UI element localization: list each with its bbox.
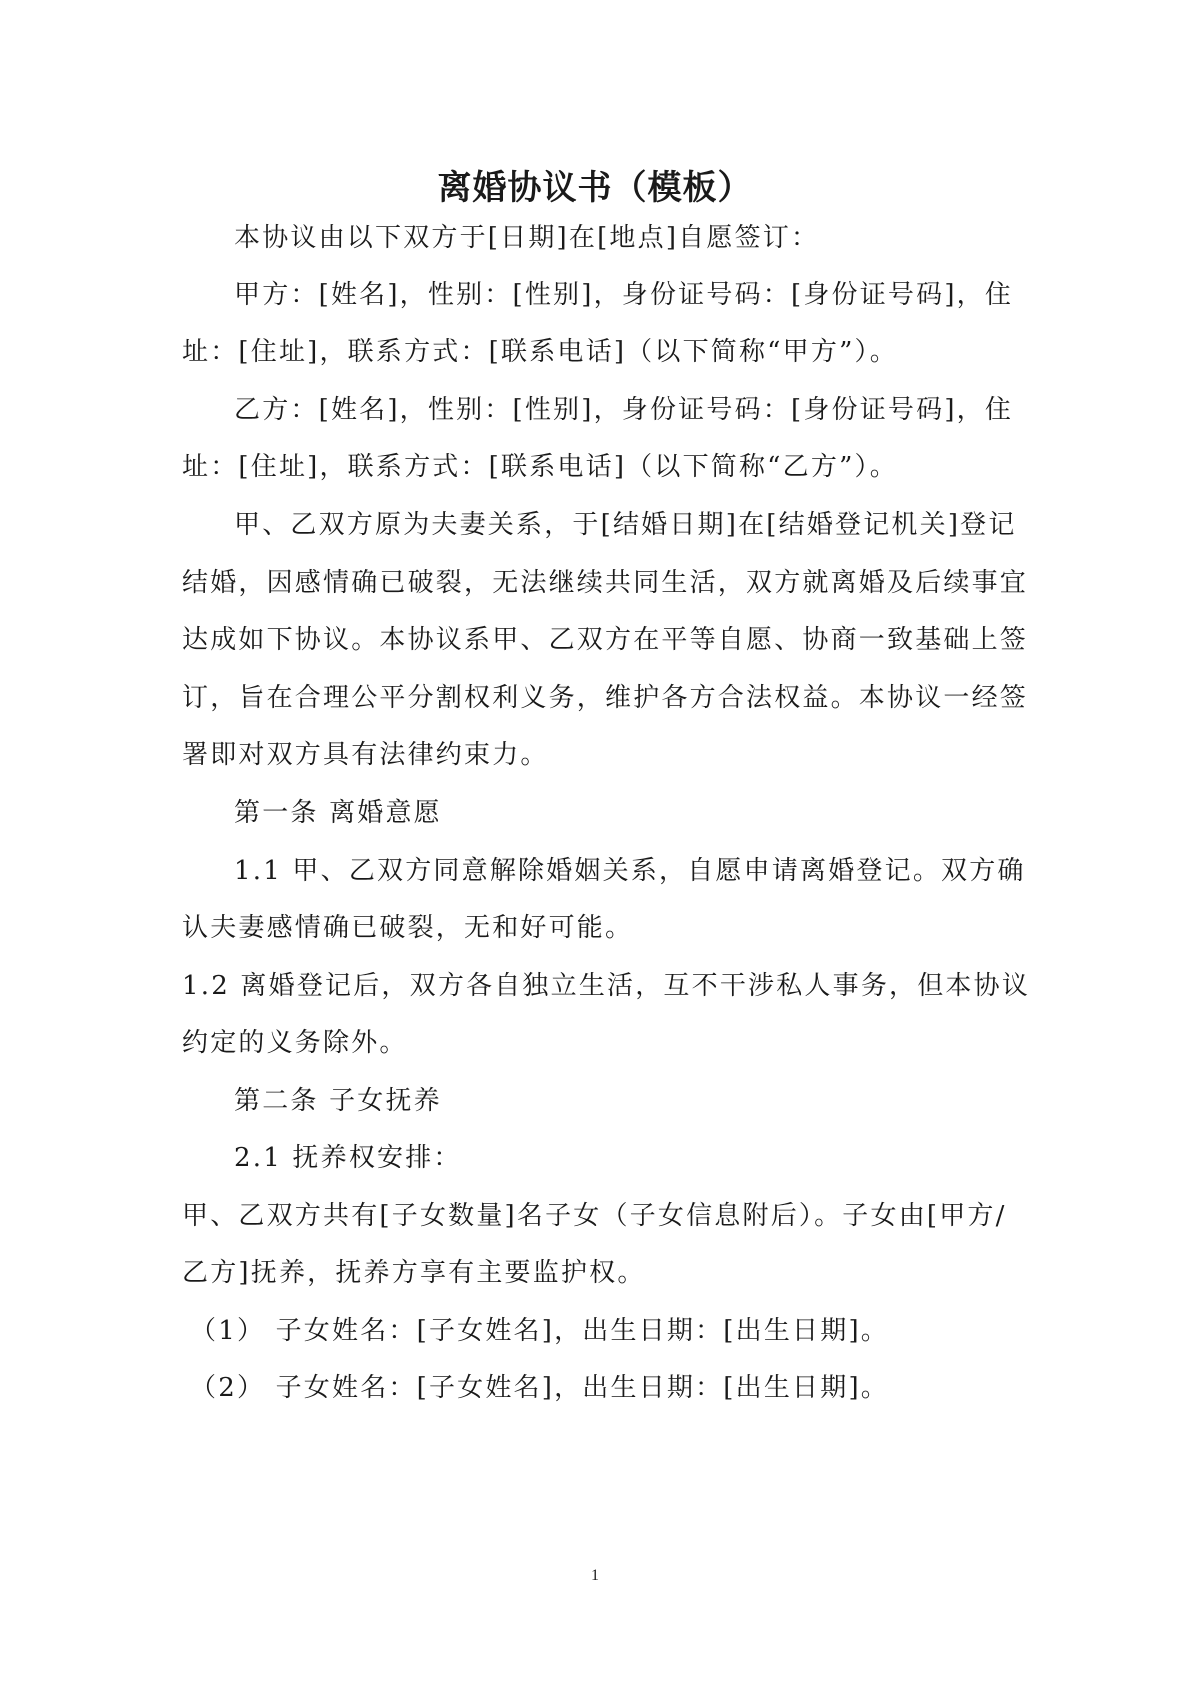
clause-1-1-line-1: 1.1 甲、乙双方同意解除婚姻关系，自愿申请离婚登记。双方确 [234, 856, 1026, 886]
child-item-2: （2） 子女姓名：[子女姓名]，出生日期：[出生日期]。 [190, 1373, 889, 1403]
preamble-line-4: 订，旨在合理公平分割权利义务，维护各方合法权益。本协议一经签 [182, 683, 1029, 713]
page-number: 1 [591, 1567, 599, 1584]
party-a-line-1: 甲方：[姓名]，性别：[性别]，身份证号码：[身份证号码]，住 [234, 280, 1014, 310]
custody-line-2: 乙方]抚养，抚养方享有主要监护权。 [182, 1258, 646, 1288]
custody-line-1: 甲、乙双方共有[子女数量]名子女（子女信息附后）。子女由[甲方/ [182, 1201, 1007, 1231]
intro-line: 本协议由以下双方于[日期]在[地点]自愿签订： [234, 223, 820, 253]
preamble-line-5: 署即对双方具有法律约束力。 [182, 740, 549, 770]
clause-1-2-line-1: 1.2 离婚登记后，双方各自独立生活，互不干涉私人事务，但本协议 [182, 971, 1031, 1001]
clause-1-1-line-2: 认夫妻感情确已破裂，无和好可能。 [182, 913, 634, 943]
article-1-heading: 第一条 离婚意愿 [234, 798, 442, 828]
preamble-line-1: 甲、乙双方原为夫妻关系，于[结婚日期]在[结婚登记机关]登记 [234, 510, 1017, 540]
party-b-line-1: 乙方：[姓名]，性别：[性别]，身份证号码：[身份证号码]，住 [234, 395, 1014, 425]
preamble-line-2: 结婚，因感情确已破裂，无法继续共同生活，双方就离婚及后续事宜 [182, 568, 1029, 598]
clause-1-2-line-2: 约定的义务除外。 [182, 1028, 408, 1058]
article-2-heading: 第二条 子女抚养 [234, 1086, 442, 1116]
child-item-1: （1） 子女姓名：[子女姓名]，出生日期：[出生日期]。 [190, 1316, 889, 1346]
party-b-line-2: 址：[住址]，联系方式：[联系电话]（以下简称“乙方”）。 [182, 452, 898, 482]
clause-2-1-heading: 2.1 抚养权安排： [234, 1143, 462, 1173]
party-a-line-2: 址：[住址]，联系方式：[联系电话]（以下简称“甲方”）。 [182, 337, 898, 367]
preamble-line-3: 达成如下协议。本协议系甲、乙双方在平等自愿、协商一致基础上签 [182, 625, 1029, 655]
document-title: 离婚协议书（模板） [437, 168, 753, 208]
